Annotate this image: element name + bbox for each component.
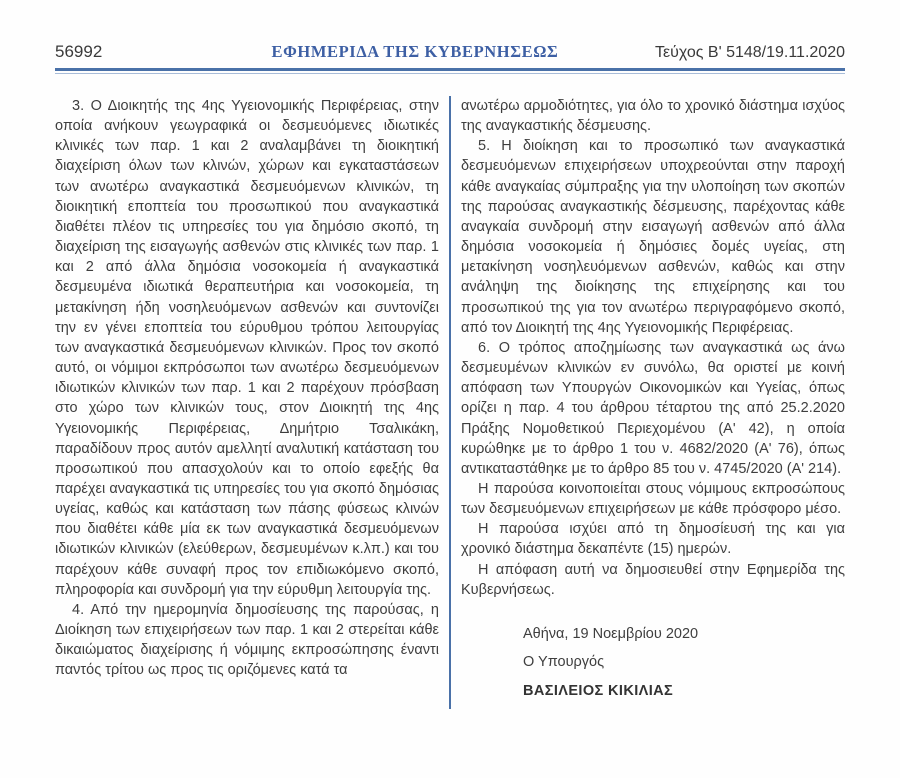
header-rule — [55, 68, 845, 74]
page-number: 56992 — [55, 42, 103, 61]
left-column — [55, 96, 439, 709]
signature-block — [461, 624, 845, 701]
paragraph-5: 5. Η διοίκηση και το προσωπικό των αναγκαστικά δεσμευόμενων επιχειρήσεων υποχρεούνται στην παροχή κάθε αναγκαίας σύμπραξης για την υλοποίηση των σκοπών της παρούσας αναγκαστικής δέσμευσης, παρέχοντας κάθε αναγκαία συνδρομή στην εισαγωγή ασθενών από άλλα δημόσια νοσοκομεία ή δημόσιες δομές υγείας, στη μετακίνηση νοσηλευόμενων ασθενών, καθώς και στην ανάληψη της διοίκησης της επιχείρησης και του προσωπικού της για τον ανωτέρω περιγραφόμενο σκοπό, από τον Διοικητή της 4ης Υγειονομικής Περιφέρειας. — [461, 138, 845, 336]
signature-name: ΒΑΣΙΛΕΙΟΣ ΚΙΚΙΛΙΑΣ — [523, 682, 674, 699]
right-column — [461, 96, 845, 709]
signature-place-date: Αθήνα, 19 Νοεμβρίου 2020 — [523, 625, 699, 642]
column-divider — [449, 96, 451, 709]
paragraph-4-continuation: ανωτέρω αρμοδιότητες, για όλο το χρονικό διάστημα ισχύος της αναγκαστικής δέσμευσης. — [461, 98, 845, 135]
notification-paragraph: Η παρούσα κοινοποιείται στους νόμιμους εκπροσώπους των δεσμευόμενων επιχειρήσεων με κάθε πρόσφορο μέσο. — [461, 480, 845, 518]
paragraph-3: 3. Ο Διοικητής της 4ης Υγειονομικής Περιφέρειας, στην οποία ανήκουν γεωγραφικά οι δεσμευόμενες ιδιωτικές κλινικές των παρ. 1 και 2 αναλαμβάνει τη διοικητική διαχείριση όλων των κλινών, χώρων και εγκαταστάσεων των ανωτέρω αναγκαστικά δεσμευόμενων κλινικών, τη διοικητική εποπτεία του προσωπικού που αναγκαστικά διαθέτει πλέον τις υπηρεσίες του για δημόσιο σκοπό, τη διαχείριση της εισαγωγής ασθενών στις κλινικές των παρ. 1 και 2 από άλλα δημόσια νοσοκομεία ή αναγκαστικά δεσμευμένα ιδιωτικά θεραπευτήρια και νοσοκομεία, τη μετακίνηση ήδη νοσηλευόμενων ασθενών και συντονίζει την εν γένει εποπτεία του εύρυθμου τρόπου λειτουργίας των αναγκαστικά δεσμευόμενων κλινικών. Προς τον σκοπό αυτό, οι νόμιμοι εκπρόσωποι των ανωτέρω δεσμευόμενων ιδιωτικών κλινικών των παρ. 1 και 2 παρέχουν πρόσβαση στο χώρο των κλινικών τους, στον Διοικητή της 4ης Υγειονομικής Περιφέρειας, Δημήτριο Τσαλικάκη, παραδίδουν προς αυτόν αμελλητί αναλυτική κατάσταση του προσωπικού που απασχολούν και το οποίο εφεξής θα παρέχει αναγκαστικά τις υπηρεσίες του για σκοπό δημόσιας υγείας, καθώς και κατάσταση των πάσης φύσεως κλινών που διαθέτει κάθε μία εκ των αναγκαστικά δεσμευόμενων ιδιωτικών κλινικών (ελεύθερων, δεσμευμένων κ.λπ.) και του παρέχουν κάθε συναφή προς τον επιδιωκόμενο σκοπό, πληροφορία και συνδρομή για την εύρυθμη λειτουργία της. — [55, 98, 439, 598]
paragraph-6: 6. Ο τρόπος αποζημίωσης των αναγκαστικά ως άνω δεσμευμένων κλινικών εν συνόλω, θα οριστεί με κοινή απόφαση των Υπουργών Οικονομικών και Υγείας, όπως ορίζει η παρ. 4 του άρθρου τέταρτου της από 25.2.2020 Πράξης Νομοθετικού Περιεχομένου (Α' 42), η οποία κυρώθηκε με το άρθρο 1 του ν. 4682/2020 (Α' 76), όπως αντικαταστάθηκε με το άρθρο 85 του ν. 4745/2020 (Α' 214). — [461, 339, 845, 477]
validity-paragraph: Η παρούσα ισχύει από τη δημοσίευσή της και για χρονικό διάστημα δεκαπέντε (15) ημερών. — [461, 521, 845, 558]
page-header — [55, 42, 845, 62]
masthead-title: ΕΦΗΜΕΡΙΔΑ ΤΗΣ ΚΥΒΕΡΝΗΣΕΩΣ — [271, 42, 559, 61]
document-body — [55, 96, 845, 709]
issue-info: Τεύχος Β' 5148/19.11.2020 — [654, 44, 845, 61]
paragraph-4: 4. Από την ημερομηνία δημοσίευσης της παρούσας, η Διοίκηση των επιχειρήσεων των παρ. 1 και 2 στερείται κάθε δικαιώματος διαχείρισης ή νόμιμης εκπροσώπησης έναντι παντός τρίτου ως προς τις οριζόμενες κατά τα — [55, 601, 439, 679]
signature-role: Ο Υπουργός — [523, 654, 605, 671]
publication-paragraph: Η απόφαση αυτή να δημοσιευθεί στην Εφημερίδα της Κυβερνήσεως. — [461, 561, 845, 598]
